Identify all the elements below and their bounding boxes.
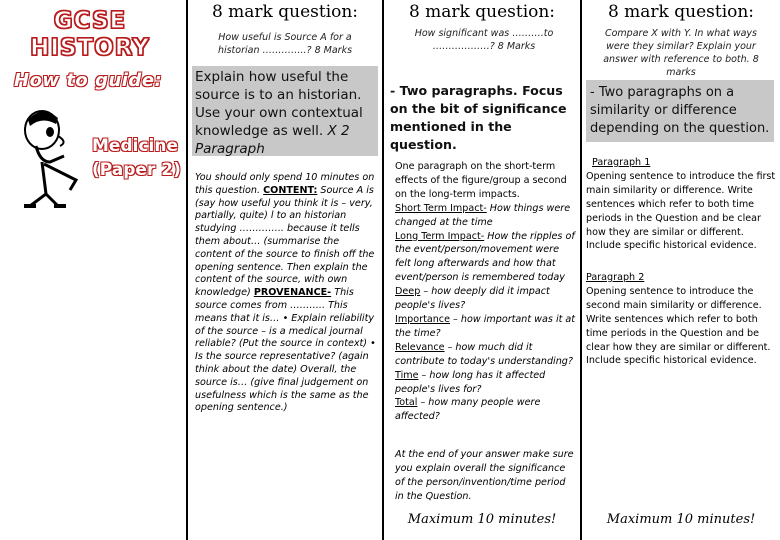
col2-relevance-label: Relevance: [395, 341, 445, 353]
col2-time-label: Time: [395, 369, 419, 381]
useful-source-column: [188, 0, 382, 540]
col2-short-label: Short Term Impact-: [395, 202, 487, 214]
title-gcse-history: [10, 8, 170, 62]
how-to-guide-title: How to guide:: [14, 70, 163, 91]
col3-prompt: Compare X with Y. In what ways were they similar? Explain your answer with reference to both. 8 marks: [603, 28, 759, 78]
col2-long-label: Long Term Impact-: [395, 230, 485, 242]
col3-p1-label: Paragraph 1: [592, 157, 651, 168]
col2-importance-label: Importance: [395, 313, 450, 325]
col2-total-text: – how many people were affected?: [395, 397, 541, 423]
col3-instruction-box: [586, 80, 774, 142]
col2-body: [395, 160, 577, 424]
col3-heading: 8 mark question:: [607, 2, 755, 22]
col3-max-time: Maximum 10 minutes!: [606, 512, 756, 527]
col2-short-text: How things were changed at the time: [395, 202, 571, 228]
col1-body-2: Source A is (say how useful you think it is – very, partially, quite) l to an historian studying ………….. because it tells them about… (summarise the content of the source to finish off the opening sentence. Then explain the content of the source, with own knowledge): [195, 184, 375, 299]
col1-body-3: This source comes from ……….. This means that it is… • Explain reliability of the source – is a medical journal reliable? (Put the source in context) • Is the source representative? (again think about the date) Overall, the source is… (give final judgement on usefulness which is the same as the opening sentence.): [195, 287, 376, 414]
col2-deep-label: Deep: [395, 286, 421, 298]
col2-intro: One paragraph on the short-term effects of the figure/group a second on the long-term impacts.: [395, 161, 567, 200]
col1-box-italic: X 2 Paragraph: [195, 123, 350, 157]
col2-max-time: Maximum 10 minutes!: [407, 512, 557, 527]
col3-p2-text: Opening sentence to introduce the second main similarity or difference. Write sentences which refer to both time periods in the Question and be clear how they are similar or different. Include specific historical evidence.: [586, 285, 771, 367]
col2-prompt: How significant was ……….to ………………? 8 Marks: [414, 28, 554, 52]
col1-content-label: CONTENT:: [263, 184, 318, 196]
col1-provenance-label: PROVENANCE-: [253, 287, 332, 299]
medicine-paper-title: [92, 134, 186, 182]
title-gcse: GCSE: [53, 8, 127, 34]
col2-box-text: - Two paragraphs. Focus on the bit of significance mentioned in the question.: [390, 83, 567, 152]
col2-heading: 8 mark question:: [408, 2, 556, 22]
thinking-figure-icon: [6, 102, 92, 212]
col3-p2-label: Paragraph 2: [586, 272, 645, 283]
col2-deep-text: – how deeply did it impact people's lives?: [395, 286, 550, 312]
col3-paragraph-2: [586, 271, 780, 368]
col2-end-text: At the end of your answer make sure you explain overall the significance of the person/invention/time period in the Question.: [395, 449, 574, 502]
title-medicine: Medicine: [92, 136, 178, 156]
col3-p1-text: Opening sentence to introduce the first main similarity or difference. Write sentences which refer to both time periods in the Question and be clear how they are similar or different. Include specific historical evidence.: [586, 170, 776, 252]
col3-paragraph-1: [586, 156, 780, 253]
col1-prompt: How useful is Source A for a historian …………..? 8 Marks: [217, 32, 353, 56]
col2-importance-text: – how important was it at the time?: [395, 313, 576, 339]
col1-body: [195, 172, 377, 415]
significance-column: [384, 0, 580, 540]
title-panel: [0, 0, 186, 540]
col2-total-label: Total: [395, 397, 418, 409]
col1-body-1: You should only spend 10 minutes on this question.: [195, 172, 375, 196]
col2-time-text: – how long has it affected people's lives for?: [395, 369, 546, 395]
title-paper: (Paper 2): [92, 160, 181, 180]
compare-column: [582, 0, 780, 540]
title-history: HISTORY: [30, 35, 150, 61]
col2-long-text: How the ripples of the event/person/movement were felt long afterwards and how that event/person is remembered today: [395, 230, 575, 284]
col2-relevance-text: – how much did it contribute to today's understanding?: [395, 341, 573, 367]
col3-box-text: - Two paragraphs on a similarity or difference depending on the question.: [590, 85, 770, 136]
col1-instruction-box: [192, 66, 378, 156]
col1-heading: 8 mark question:: [211, 2, 359, 22]
col1-box-text: Explain how useful the source is to an historian. Use your own contextual knowledge as well.: [195, 69, 363, 139]
